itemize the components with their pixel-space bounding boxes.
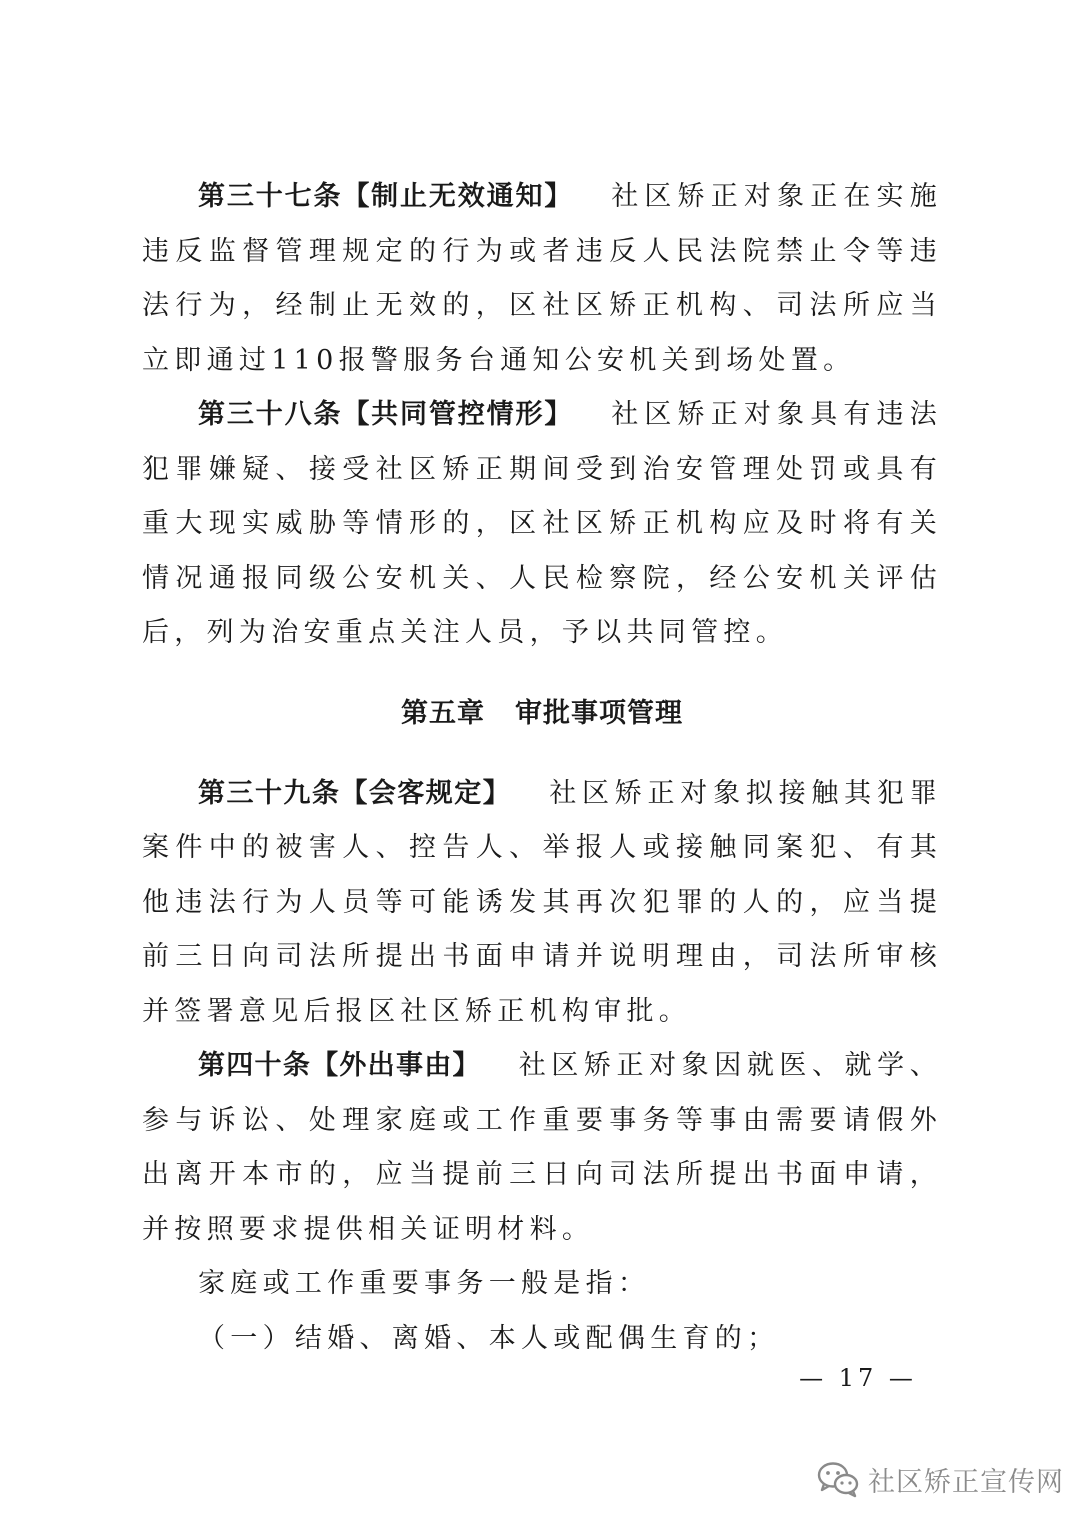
chapter-title: 审批事项管理 — [515, 697, 683, 729]
article-37 — [142, 170, 942, 388]
document-content — [142, 170, 942, 1366]
article-37-heading: 第三十七条【制止无效通知】 — [198, 181, 574, 212]
chapter-number: 第五章 — [401, 697, 485, 729]
article-40 — [142, 1039, 942, 1257]
article-40-heading: 第四十条【外出事由】 — [198, 1050, 481, 1081]
chapter-heading — [142, 687, 942, 741]
article-38-heading: 第三十八条【共同管控情形】 — [198, 399, 574, 430]
article-39-heading: 第三十九条【会客规定】 — [198, 777, 512, 809]
page-number: — 17 — — [799, 1364, 917, 1392]
article-38-body: 社区矫正对象具有违法犯罪嫌疑、接受社区矫正期间受到治安管理处罚或具有重大现实威胁等情形的，区社区矫正机构应及时将有关情况通报同级公安机关、人民检察院，经公安机关评估后，列为治安重点关注人员，予以共同管控。 — [142, 399, 943, 648]
wechat-icon — [816, 1459, 860, 1499]
article-39 — [142, 767, 942, 1040]
article-37-body: 社区矫正对象正在实施违反监督管理规定的行为或者违反人民法院禁止令等违法行为，经制止无效的，区社区矫正机构、司法所应当立即通过110报警服务台通知公安机关到场处置。 — [142, 181, 943, 376]
watermark — [816, 1454, 1064, 1504]
list-item-1: （一）结婚、离婚、本人或配偶生育的； — [198, 1322, 780, 1354]
watermark-text: 社区矫正宣传网 — [868, 1466, 1064, 1498]
article-38 — [142, 388, 942, 661]
article-39-body: 社区矫正对象拟接触其犯罪案件中的被害人、控告人、举报人或接触同案犯、有其他违法行为人员等可能诱发其再次犯罪的人的，应当提前三日向司法所提出书面申请并说明理由，司法所审核并签署意见后报区社区矫正机构审批。 — [142, 777, 942, 1027]
family-matters-paragraph: 家庭或工作重要事务一般是指： — [198, 1268, 651, 1299]
article-40-body: 社区矫正对象因就医、就学、参与诉讼、处理家庭或工作重要事务等事由需要请假外出离开本市的，应当提前三日向司法所提出书面申请，并按照要求提供相关证明材料。 — [142, 1050, 943, 1245]
